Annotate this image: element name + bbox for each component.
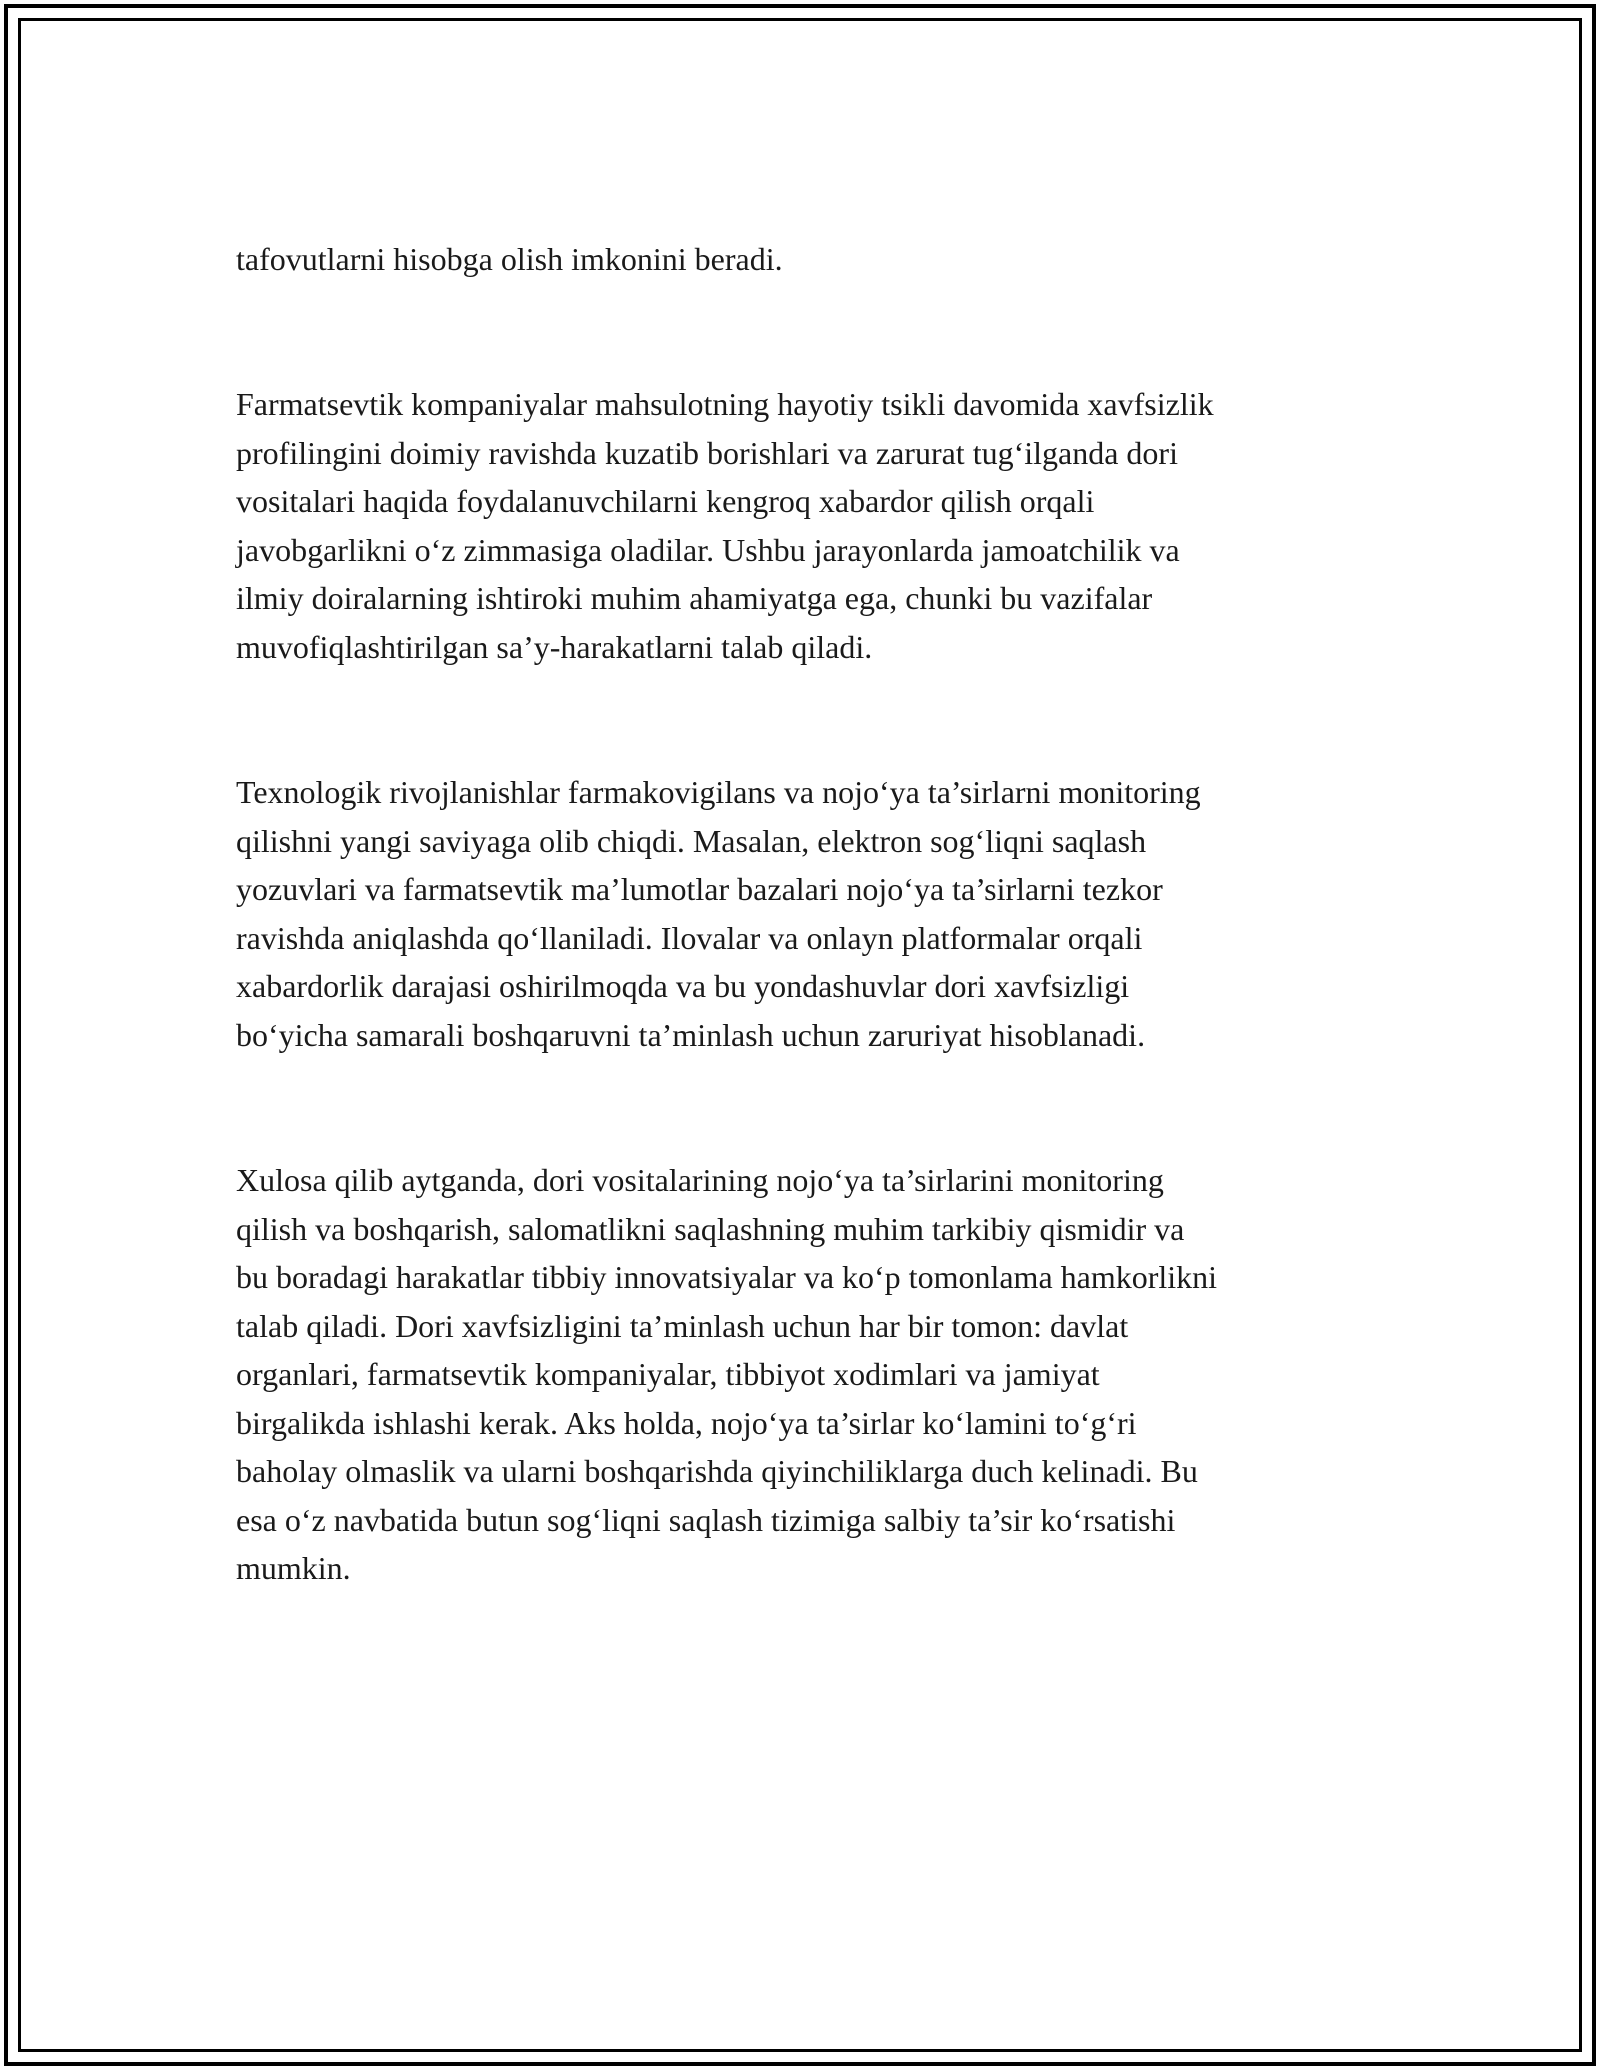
paragraph-continuation: tafovutlarni hisobga olish imkonini beradi.	[236, 240, 783, 277]
paragraph-conclusion: Xulosa qilib aytganda, dori vositalarining nojo‘ya ta’sirlarini monitoring qilish va boshqarish, salomatlikni saqlashning muhim tarkibiy qismidir va bu boradagi harakatlar tibbiy innovatsiyalar va ko‘p tomonlama hamkorlikni talab qiladi. Dori xavfsizligini ta’minlash uchun har bir tomon: davlat organlari, farmatsevtik kompaniyalar, tibbiyot xodimlari va jamiyat birgalikda ishlashi kerak. Aks holda, nojo‘ya ta’sirlar ko‘lamini to‘g‘ri baholay olmaslik va ularni boshqarishda qiyinchiliklarga duch kelinadi. Bu esa o‘z navbatida butun sog‘liqni saqlash tizimiga salbiy ta’sir ko‘rsatishi mumkin.	[236, 1162, 1218, 1586]
paragraph-pharma-companies: Farmatsevtik kompaniyalar mahsulotning hayotiy tsikli davomida xavfsizlik profilingini doimiy ravishda kuzatib borishlari va zarurat tug‘ilganda dori vositalari haqida foydalanuvchilarni kengroq xabardor qilish orqali javobgarlikni o‘z zimmasiga oladilar. Ushbu jarayonlarda jamoatchilik va ilmiy doiralarning ishtiroki muhim ahamiyatga ega, chunki bu vazifalar muvofiqlashtirilgan sa’y-harakatlarni talab qiladi.	[236, 386, 1214, 665]
paragraph-technology: Texnologik rivojlanishlar farmakovigilans va nojo‘ya ta’sirlarni monitoring qilishni yangi saviyaga olib chiqdi. Masalan, elektron sog‘liqni saqlash yozuvlari va farmatsevtik ma’lumotlar bazalari nojo‘ya ta’sirlarni tezkor ravishda aniqlashda qo‘llaniladi. Ilovalar va onlayn platformalar orqali xabardorlik darajasi oshirilmoqda va bu yondashuvlar dori xavfsizligi bo‘yicha samarali boshqaruvni ta’minlash uchun zaruriyat hisoblanadi.	[236, 774, 1201, 1053]
document-body	[236, 186, 1386, 1690]
